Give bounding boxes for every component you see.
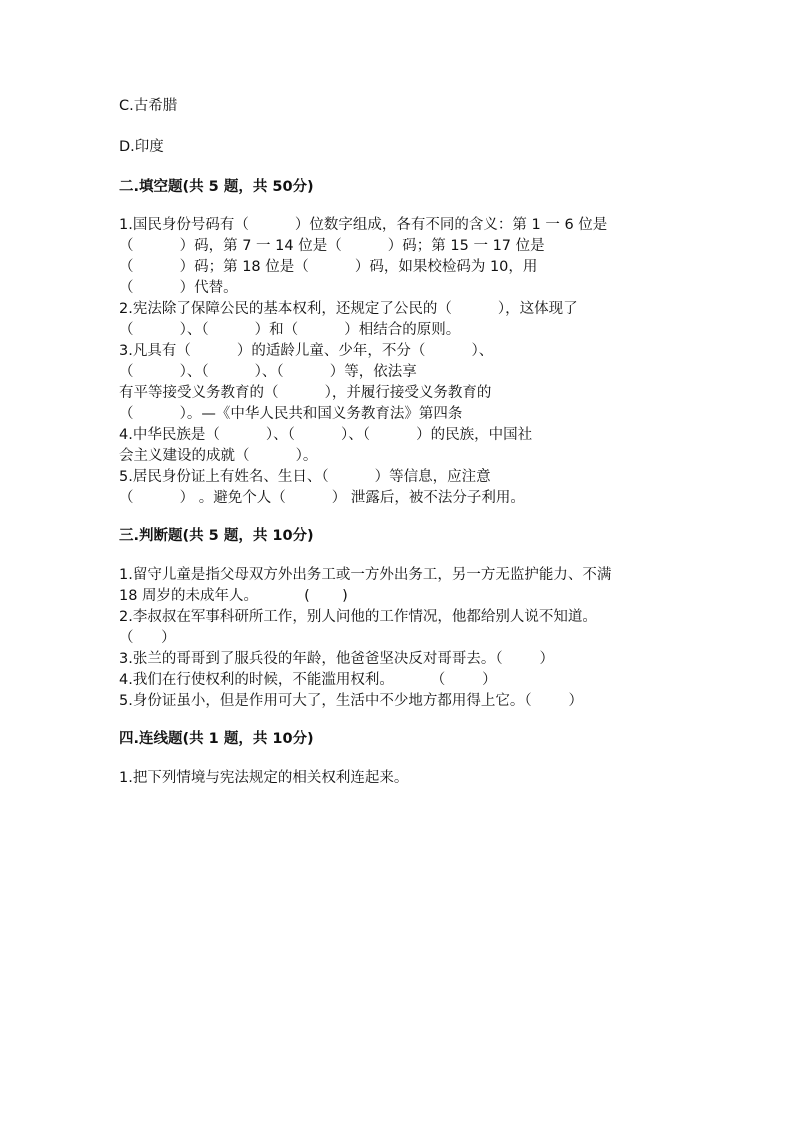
- fill-blank-line: 1.国民身份号码有（ ）位数字组成，各有不同的含义：第 1 一 6 位是: [119, 217, 608, 233]
- fill-blank-line: （ ）、（ ）和（ ）相结合的原则。: [119, 322, 461, 338]
- section-heading-fill-blank: 二.填空题(共 5 题，共 50分): [119, 179, 314, 195]
- fill-blank-line: 2.宪法除了保障公民的基本权利，还规定了公民的（ ），这体现了: [119, 301, 578, 317]
- fill-blank-line: （ ）、（ ）、（ ）等，依法享: [119, 364, 417, 380]
- option-c: C.古希腊: [119, 98, 178, 114]
- fill-blank-line: （ ）。—《中华人民共和国义务教育法》第四条: [119, 406, 463, 422]
- fill-blank-line: （ ）码，第 7 一 14 位是（ ）码；第 15 一 17 位是: [119, 238, 545, 254]
- option-d: D.印度: [119, 139, 164, 155]
- fill-blank-line: （ ）码；第 18 位是（ ）码，如果校检码为 10，用: [119, 259, 538, 275]
- judgment-line: （ ）: [119, 630, 176, 646]
- section-heading-matching: 四.连线题(共 1 题，共 10分): [119, 731, 314, 747]
- section-heading-judgment: 三.判断题(共 5 题，共 10分): [119, 528, 314, 544]
- fill-blank-line: 5.居民身份证上有姓名、生日、（ ）等信息，应注意: [119, 469, 491, 485]
- fill-blank-line: 有平等接受义务教育的（ ），并履行接受义务教育的: [119, 385, 492, 401]
- fill-blank-line: （ ） 。避免个人（ ） 泄露后，被不法分子利用。: [119, 490, 525, 506]
- judgment-line: 3.张兰的哥哥到了服兵役的年龄，他爸爸坚决反对哥哥去。（ ）: [119, 651, 554, 667]
- judgment-line: 18 周岁的未成年人。 ( ): [119, 588, 348, 604]
- judgment-line: 4.我们在行使权利的时候，不能滥用权利。 （ ）: [119, 672, 497, 688]
- matching-line: 1.把下列情境与宪法规定的相关权利连起来。: [119, 770, 409, 786]
- fill-blank-line: （ ）代替。: [119, 280, 238, 296]
- fill-blank-line: 4.中华民族是（ ）、（ ）、（ ）的民族，中国社: [119, 427, 533, 443]
- judgment-line: 5.身份证虽小，但是作用可大了，生活中不少地方都用得上它。（ ）: [119, 693, 583, 709]
- fill-blank-line: 3.凡具有（ ）的适龄儿童、少年，不分（ ）、: [119, 343, 494, 359]
- judgment-line: 1.留守儿童是指父母双方外出务工或一方外出务工，另一方无监护能力、不满: [119, 567, 612, 583]
- judgment-line: 2.李叔叔在军事科研所工作，别人问他的工作情况，他都给别人说不知道。: [119, 609, 597, 625]
- fill-blank-line: 会主义建设的成就（ ）。: [119, 448, 318, 464]
